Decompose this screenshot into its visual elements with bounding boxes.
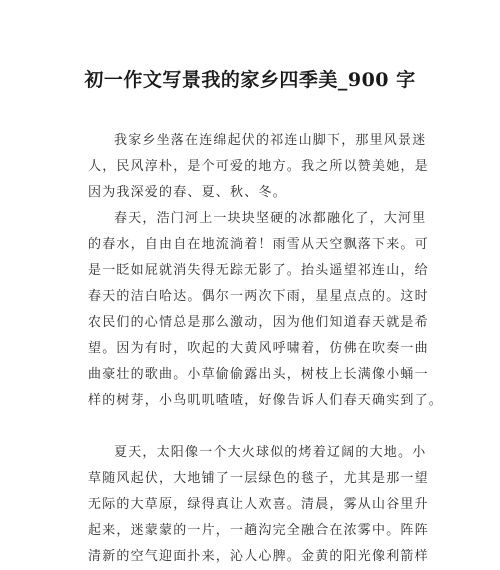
paragraph-spring — [88, 206, 444, 414]
paragraph-line: 曲豪壮的歌曲。小草偷偷露出头，树枝上长满像小蛹一 — [88, 367, 429, 382]
paragraph-line: 无际的大草原，绿得真让人欢喜。清晨，雾从山谷里升 — [88, 497, 429, 512]
paragraph-line: 的春水，自由自在地流淌着！雨雪从天空飘落下来。可 — [88, 237, 429, 252]
paragraph-line: 人，民风淳朴，是个可爱的地方。我之所以赞美她，是 — [88, 159, 429, 174]
paragraph-line: 夏天，太阳像一个大火球似的烤着辽阔的大地。小 — [114, 445, 427, 460]
paragraph-gap — [88, 414, 424, 440]
document-title: 初一作文写景我的家乡四季美_900 字 — [84, 69, 416, 91]
paragraph-line: 样的树芽，小鸟叽叽喳喳，好像告诉人们春天确实到了。 — [88, 393, 444, 408]
paragraph-line: 我家乡坐落在连绵起伏的祁连山脚下，那里风景迷 — [114, 133, 427, 148]
paragraph-line: 起来，迷蒙蒙的一片，一趟沟完全融合在浓雾中。阵阵 — [88, 523, 429, 538]
paragraph-intro — [88, 128, 429, 206]
paragraph-line: 草随风起伏，大地铺了一层绿色的毯子，尤其是那一望 — [88, 471, 429, 486]
paragraph-summer — [88, 440, 429, 570]
paragraph-line: 春天，浩门河上一块块坚硬的冰都融化了，大河里 — [114, 211, 427, 226]
paragraph-line: 清新的空气迎面扑来，沁人心脾。金黄的阳光像利箭样 — [88, 549, 429, 564]
paragraph-line: 是一眨如屁就消失得无踪无影了。抬头遥望祁连山，给 — [88, 263, 429, 278]
document-body — [88, 128, 444, 570]
paragraph-line: 因为我深爱的春、夏、秋、冬。 — [88, 185, 287, 200]
paragraph-line: 望。因为有时，吹起的大黄风呼啸着，仿佛在吹奏一曲 — [88, 341, 429, 356]
paragraph-line: 春天的洁白哈达。偶尔一两次下雨，星星点点的。这时 — [88, 289, 429, 304]
paragraph-line: 农民们的心情总是那么激动，因为他们知道春天就是希 — [88, 315, 429, 330]
